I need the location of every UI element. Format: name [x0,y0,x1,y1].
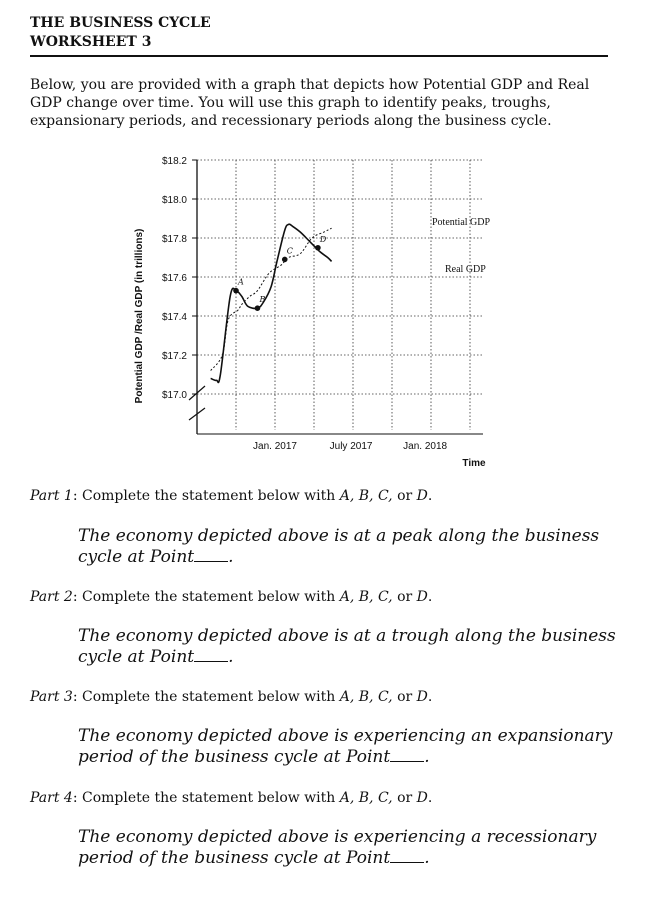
point-d-label: D [319,234,327,244]
point-c-label: C [286,246,293,256]
x-tick-label: July 2017 [329,441,373,452]
part-2-end: . [427,589,433,605]
part-4-question-text: The economy depicted above is experiencing a recessionary period of the business cycle at Point [78,827,597,868]
gdp-chart [128,148,508,470]
y-tick-label: $17.4 [161,312,187,323]
point-a-label: A [238,277,244,287]
real-gdp-annotation: Real GDP [445,264,486,275]
x-axis-label: Time [462,458,486,469]
part-3-question-end: . [424,747,430,767]
part-3-text: : Complete the statement below with [72,689,340,705]
part-4-question [78,827,618,869]
part-1-options: A, B, C, [339,488,393,504]
part-2-label: Part 2 [30,589,73,605]
gdp-chart-svg [128,148,508,470]
worksheet-title: THE BUSINESS CYCLE [30,15,211,31]
part-3-end: . [427,689,433,705]
x-tick-label: Jan. 2017 [253,441,297,452]
part-1-or: or [392,488,417,504]
part-3-or: or [392,689,417,705]
worksheet-header [30,14,608,57]
part-3-label: Part 3 [30,689,73,705]
real-gdp-line [211,224,332,382]
part-2-or: or [392,589,417,605]
y-tick-label: $18.2 [161,156,187,167]
point-a-marker [233,288,239,294]
part-1-answer-blank[interactable] [194,547,228,562]
potential-gdp-line [211,228,332,370]
part-2-answer-blank[interactable] [194,647,228,662]
part-1-question-text: The economy depicted above is at a peak along the business cycle at Point [78,526,600,567]
part-3-question [78,726,618,768]
worksheet-number: WORKSHEET 3 [30,34,152,50]
part-2-last-option: D [416,589,428,605]
part-2-question-end: . [228,647,234,667]
part-4-question-end: . [424,848,430,868]
part-1-label: Part 1 [30,488,73,504]
potential-gdp-annotation: Potential GDP [432,217,491,228]
part-1-text: : Complete the statement below with [72,488,340,504]
point-d-marker [315,245,321,251]
part-2-text: : Complete the statement below with [72,589,340,605]
part-4-instruction [30,790,432,806]
part-2-options: A, B, C, [339,589,393,605]
part-1-question [78,526,618,568]
part-1-instruction [30,488,432,504]
part-4-last-option: D [416,790,428,806]
part-3-options: A, B, C, [339,689,393,705]
part-2-question-text: The economy depicted above is at a trough along the business cycle at Point [78,626,616,667]
part-4-or: or [392,790,417,806]
y-tick-label: $17.0 [161,390,187,401]
point-b-label: B [259,295,266,305]
part-4-end: . [427,790,433,806]
intro-paragraph: Below, you are provided with a graph that depicts how Potential GDP and Real GDP change over time. You will use this graph to identify peaks, troughs, expansionary periods, and recessionary periods along the business cycle. [30,77,590,129]
part-3-question-text: The economy depicted above is experiencing an expansionary period of the business cycle at Point [78,726,613,767]
part-4-text: : Complete the statement below with [72,790,340,806]
point-c-marker [282,257,288,263]
part-1-end: . [427,488,433,504]
part-4-options: A, B, C, [339,790,393,806]
y-axis-label: Potential GDP /Real GDP (in trillions) [134,228,145,404]
part-2-instruction [30,589,432,605]
y-tick-label: $17.8 [161,234,187,245]
part-1-question-end: . [228,547,234,567]
part-2-question [78,626,618,668]
y-tick-label: $18.0 [161,195,187,206]
y-tick-label: $17.6 [161,273,187,284]
part-3-instruction [30,689,432,705]
part-1-last-option: D [416,488,428,504]
part-3-last-option: D [416,689,428,705]
x-tick-label: Jan. 2018 [403,441,448,452]
y-tick-label: $17.2 [161,351,187,362]
part-3-answer-blank[interactable] [390,747,424,762]
part-4-label: Part 4 [30,790,73,806]
point-b-marker [255,305,261,311]
part-4-answer-blank[interactable] [390,848,424,863]
